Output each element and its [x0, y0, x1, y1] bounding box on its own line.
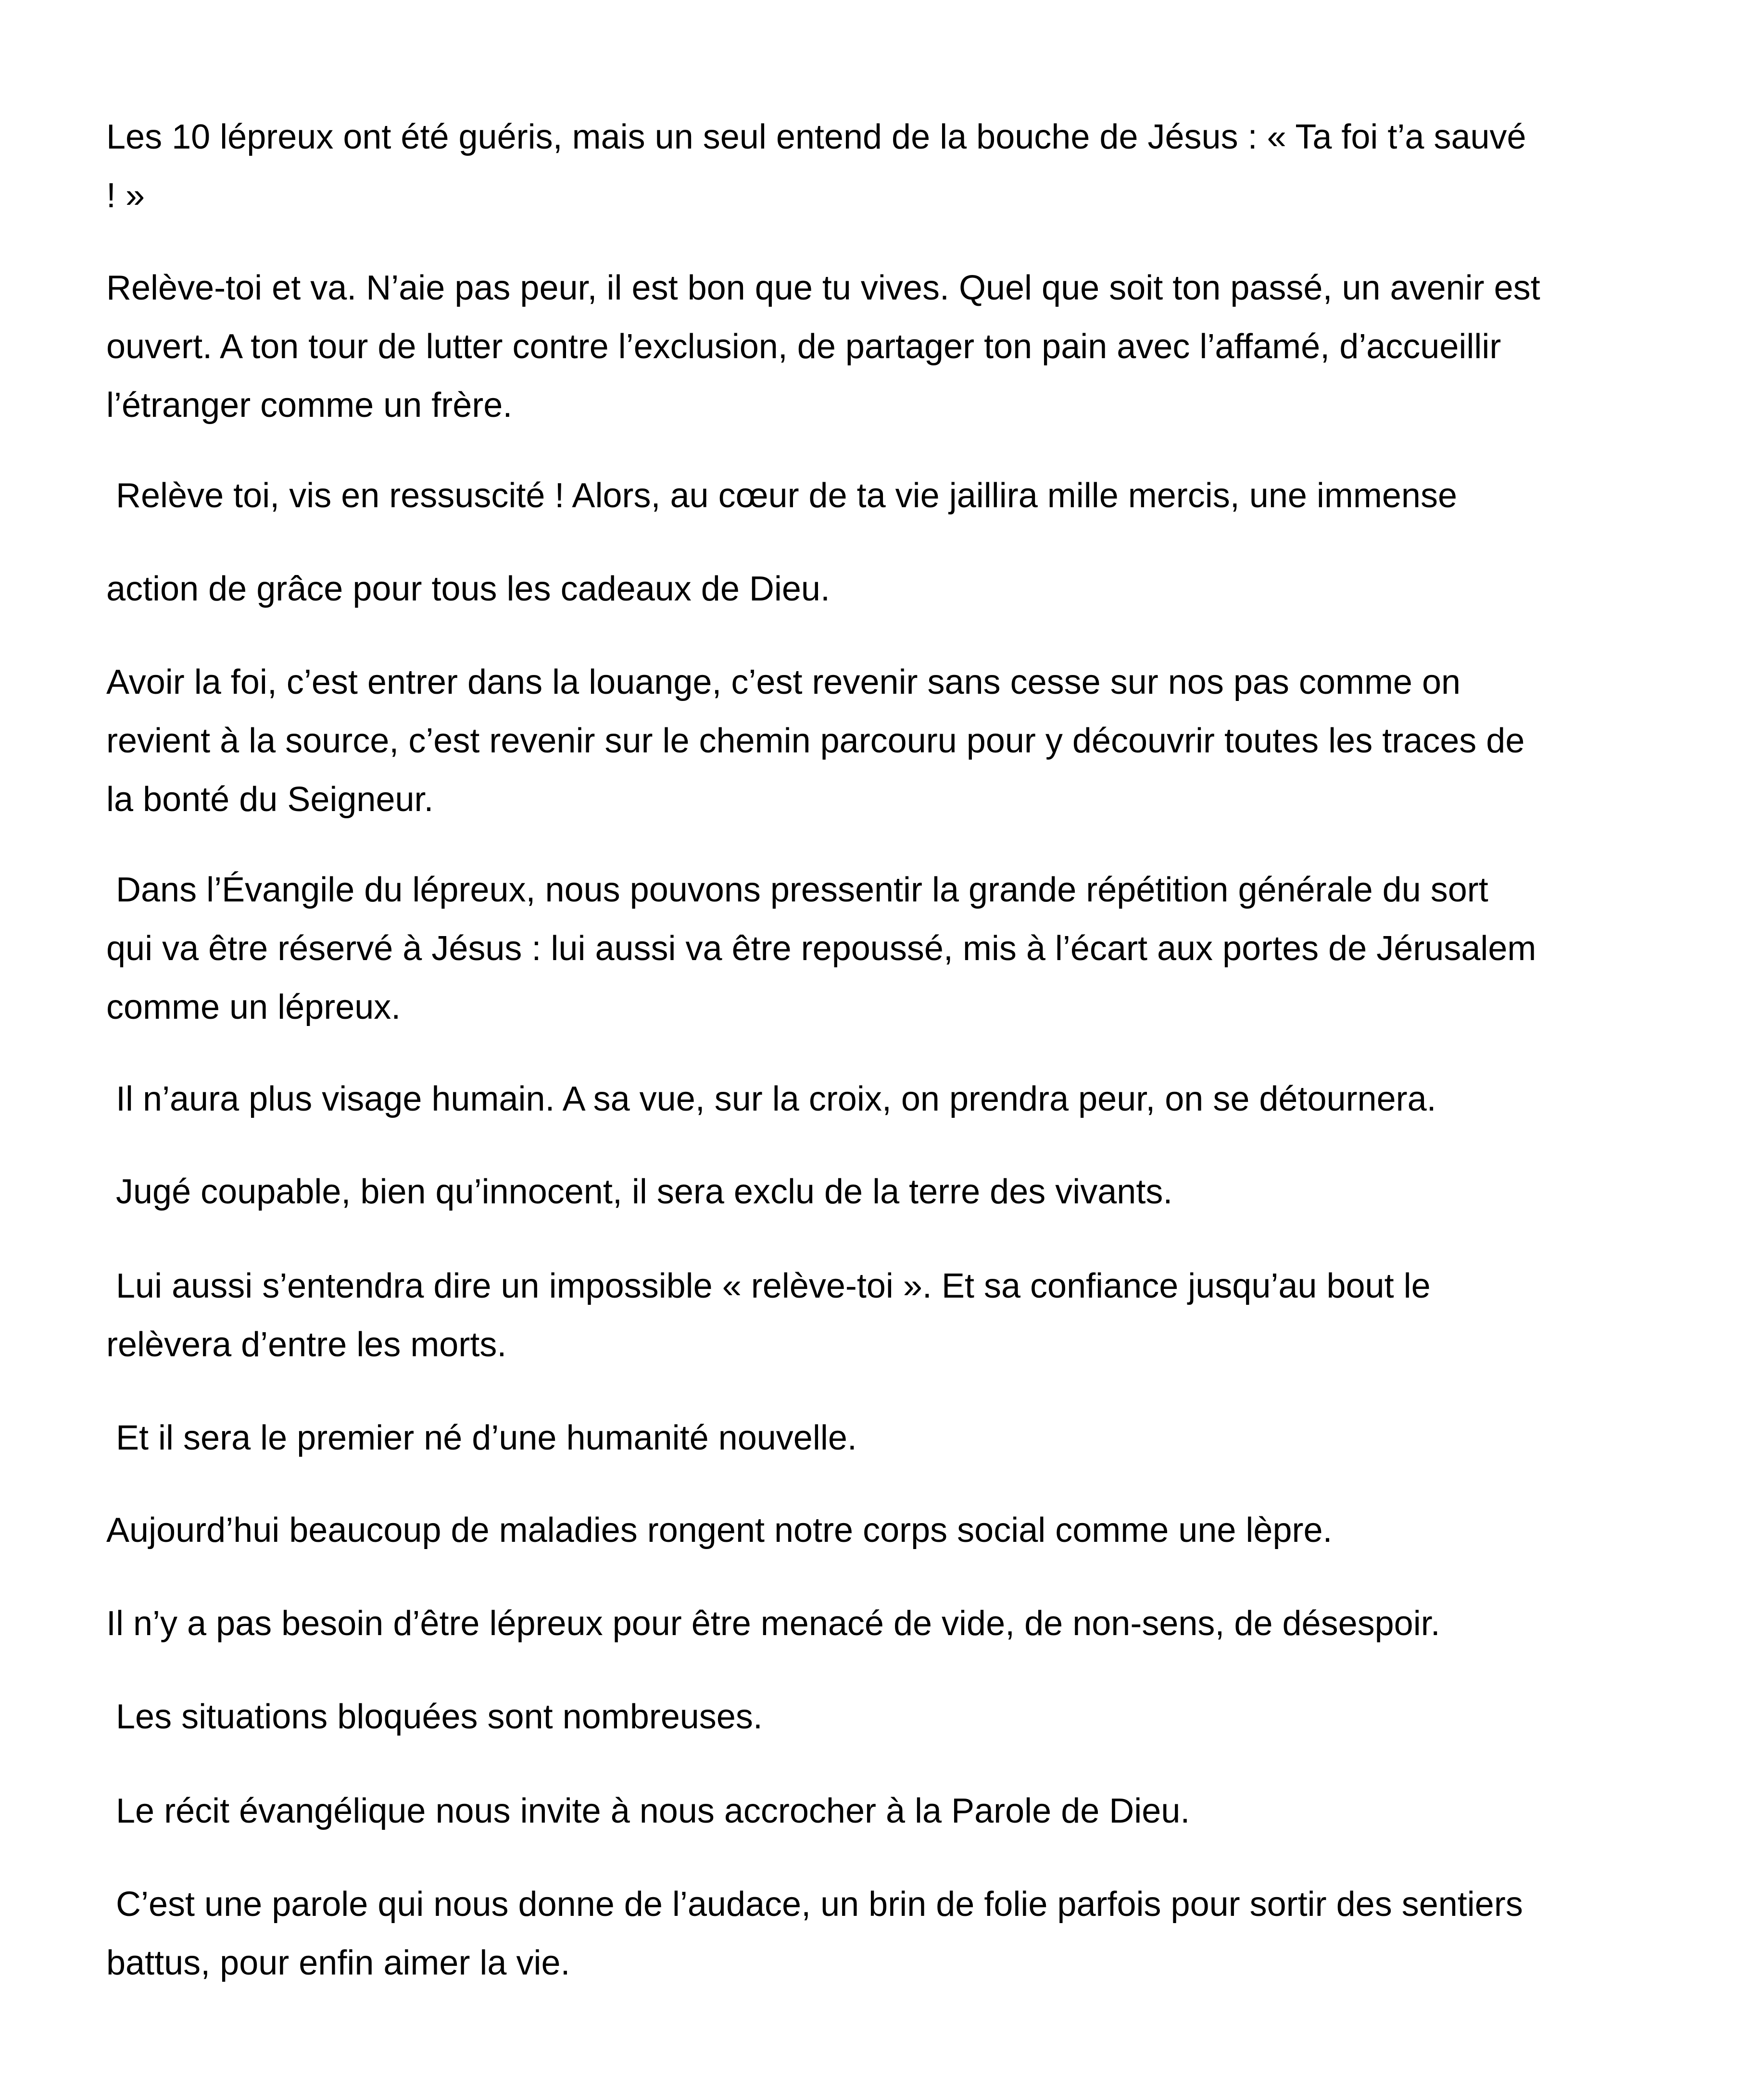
- paragraph-11: Aujourd’hui beaucoup de maladies rongent notre corps social comme une lèpre.: [106, 1511, 1333, 1550]
- paragraph-3: Relève toi, vis en ressuscité ! Alors, au cœur de ta vie jaillira mille mercis, une immense: [106, 476, 1457, 515]
- paragraph-15: C’est une parole qui nous donne de l’audace, un brin de folie parfois pour sortir des sentiers battus, pour enfin aimer la vie.: [106, 1885, 1523, 1982]
- paragraph-4: action de grâce pour tous les cadeaux de Dieu.: [106, 570, 830, 608]
- paragraph-7: Il n’aura plus visage humain. A sa vue, sur la croix, on prendra peur, on se détournera.: [106, 1080, 1436, 1118]
- paragraph-2: Relève-toi et va. N’aie pas peur, il est bon que tu vives. Quel que soit ton passé, un avenir est ouvert. A ton tour de lutter contre l’exclusion, de partager ton pain avec l’affamé, d’accueillir l’étranger comme un frère.: [106, 269, 1540, 425]
- paragraph-13: Les situations bloquées sont nombreuses.: [106, 1698, 763, 1736]
- paragraph-1: Les 10 lépreux ont été guéris, mais un seul entend de la bouche de Jésus : « Ta foi t’a sauvé ! »: [106, 118, 1526, 215]
- paragraph-9: Lui aussi s’entendra dire un impossible « relève-toi ». Et sa confiance jusqu’au bout le relèvera d’entre les morts.: [106, 1267, 1431, 1364]
- paragraph-14: Le récit évangélique nous invite à nous accrocher à la Parole de Dieu.: [106, 1792, 1190, 1830]
- paragraph-5: Avoir la foi, c’est entrer dans la louange, c’est revenir sans cesse sur nos pas comme on revient à la source, c’est revenir sur le chemin parcouru pour y découvrir toutes les traces de la bonté du Seigneur.: [106, 663, 1525, 819]
- paragraph-12: Il n’y a pas besoin d’être lépreux pour être menacé de vide, de non-sens, de désespoir.: [106, 1604, 1440, 1643]
- paragraph-8: Jugé coupable, bien qu’innocent, il sera exclu de la terre des vivants.: [106, 1173, 1173, 1211]
- paragraph-10: Et il sera le premier né d’une humanité nouvelle.: [106, 1419, 857, 1457]
- paragraph-6: Dans l’Évangile du lépreux, nous pouvons pressentir la grande répétition générale du sort qui va être réservé à Jésus : lui aussi va être repoussé, mis à l’écart aux portes de Jérusalem comme un lépreux.: [106, 871, 1536, 1026]
